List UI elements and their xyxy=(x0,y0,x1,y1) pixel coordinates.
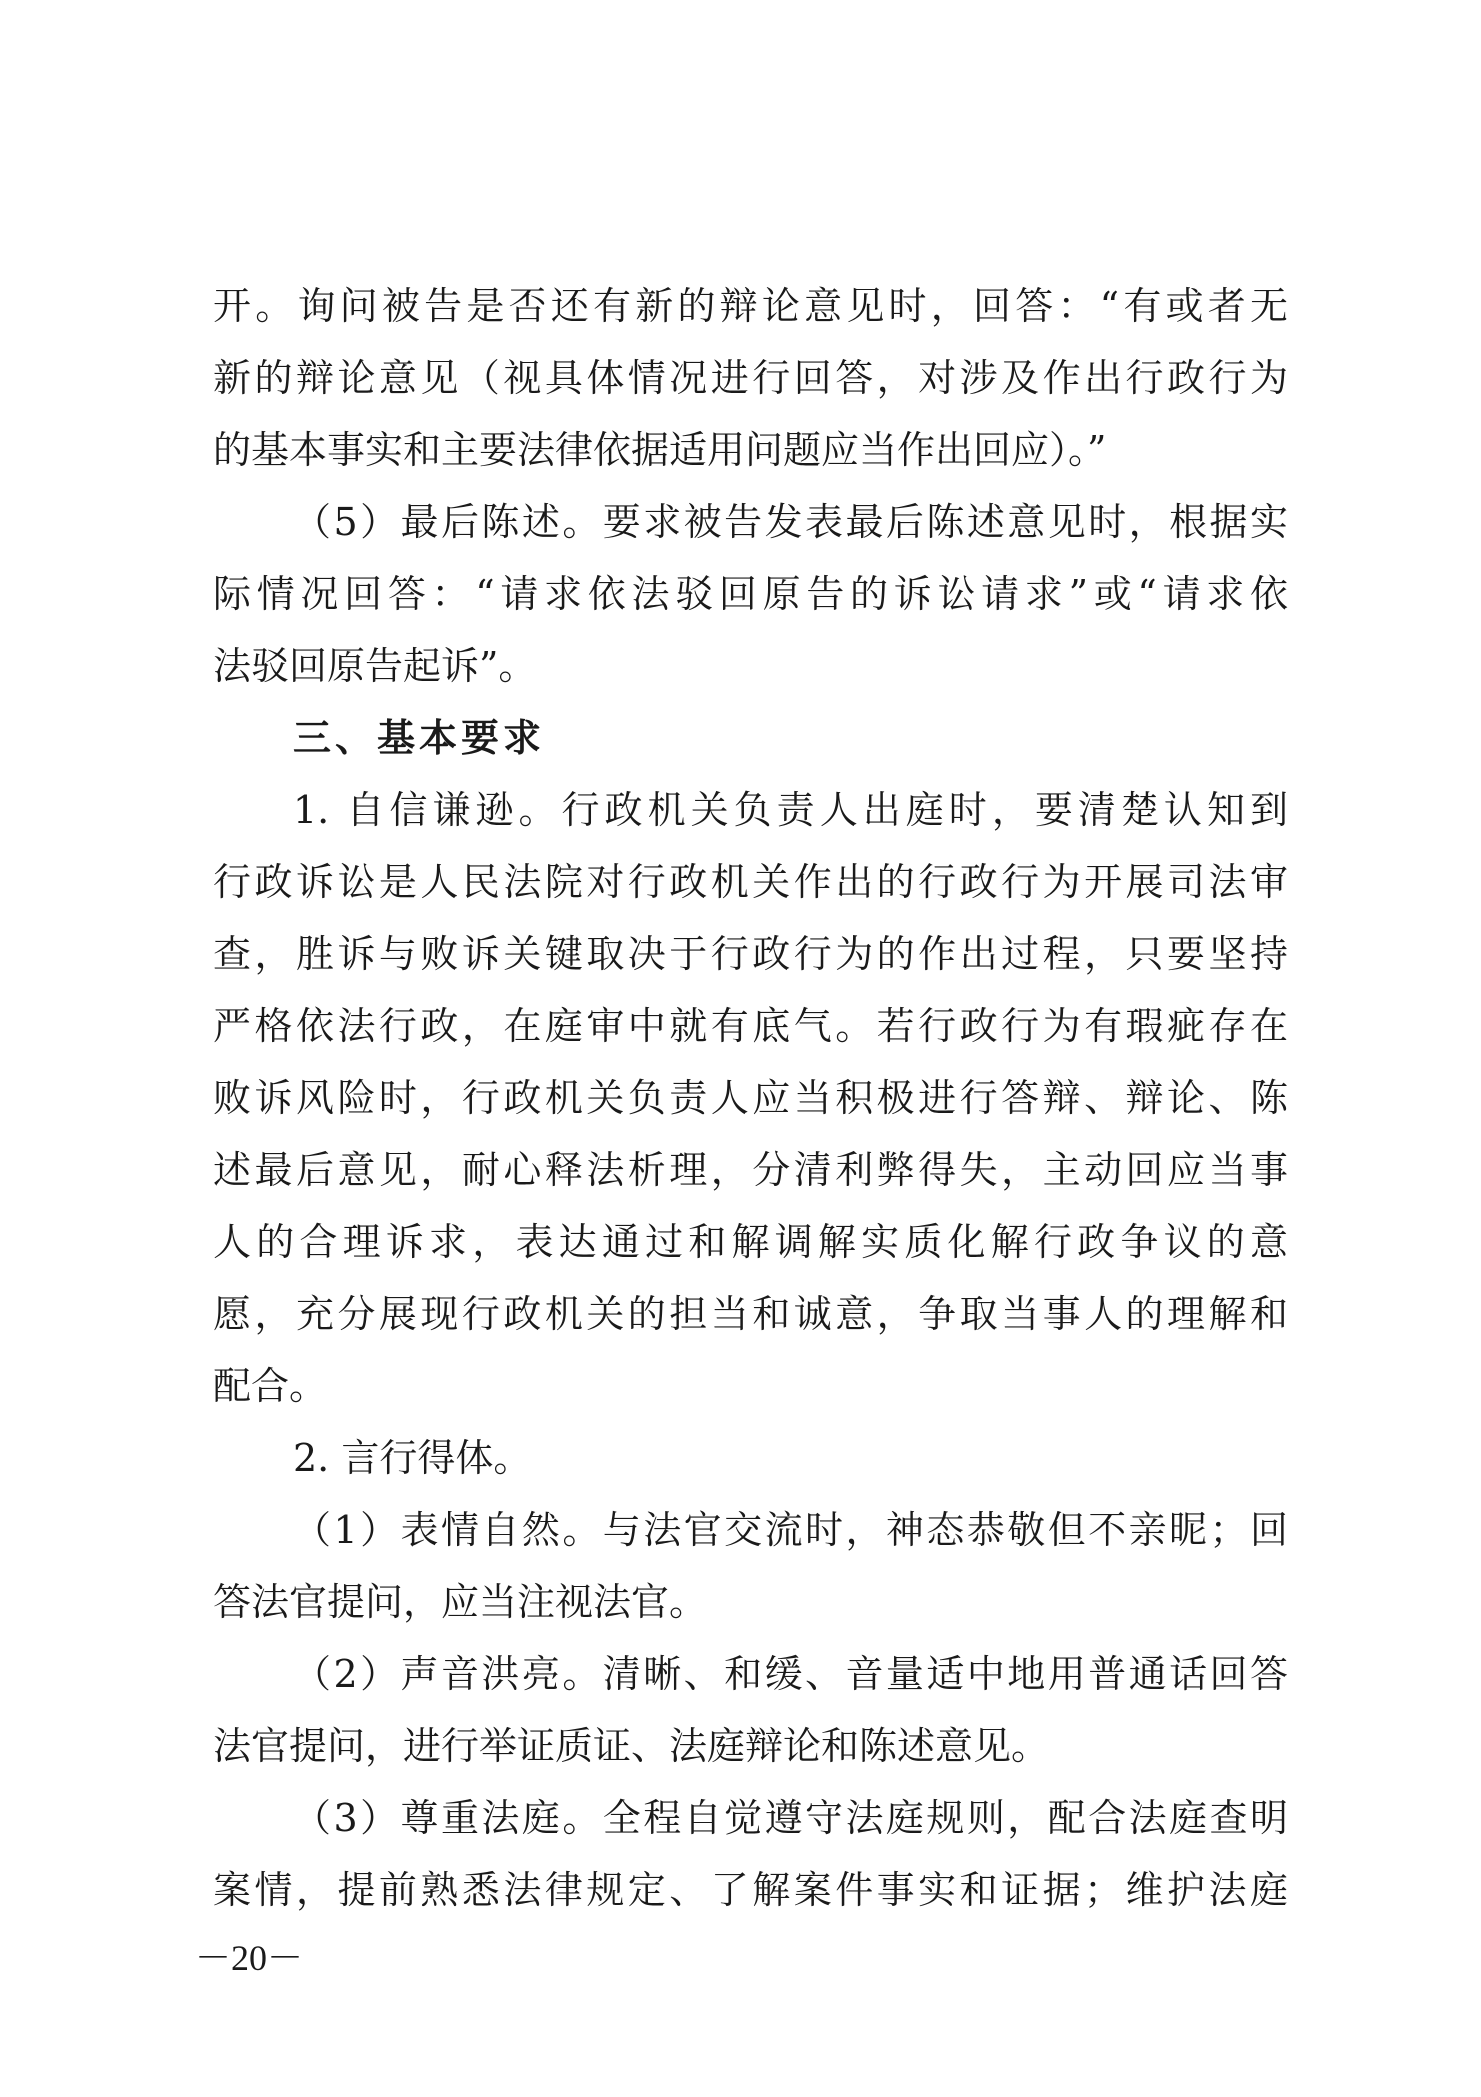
text-line: 际情况回答：“请求依法驳回原告的诉讼请求”或“请求依 xyxy=(213,572,1288,616)
text-line: 开。询问被告是否还有新的辩论意见时，回答：“有或者无 xyxy=(213,284,1288,328)
text-line: 愿，充分展现行政机关的担当和诚意，争取当事人的理解和 xyxy=(213,1292,1288,1336)
text-line: 行政诉讼是人民法院对行政机关作出的行政行为开展司法审 xyxy=(213,860,1288,904)
text-line: 答法官提问，应当注视法官。 xyxy=(213,1580,708,1624)
text-line: （3）尊重法庭。全程自觉遵守法庭规则，配合法庭查明 xyxy=(293,1796,1288,1840)
text-line: 法驳回原告起诉”。 xyxy=(213,644,537,688)
text-line: 新的辩论意见（视具体情况进行回答，对涉及作出行政行为 xyxy=(213,356,1288,400)
text-line: 查，胜诉与败诉关键取决于行政行为的作出过程，只要坚持 xyxy=(213,932,1288,976)
text-line: （1）表情自然。与法官交流时，神态恭敬但不亲昵；回 xyxy=(293,1508,1288,1552)
text-line: （5）最后陈述。要求被告发表最后陈述意见时，根据实 xyxy=(293,500,1288,544)
text-line: 述最后意见，耐心释法析理，分清利弊得失，主动回应当事 xyxy=(213,1148,1288,1192)
text-line: 法官提问，进行举证质证、法庭辩论和陈述意见。 xyxy=(213,1724,1050,1768)
page-number: －20－ xyxy=(195,1938,304,1978)
text-line: （2）声音洪亮。清晰、和缓、音量适中地用普通话回答 xyxy=(293,1652,1288,1696)
text-line: 败诉风险时，行政机关负责人应当积极进行答辩、辩论、陈 xyxy=(213,1076,1288,1120)
text-line: 1. 自信谦逊。行政机关负责人出庭时，要清楚认知到 xyxy=(293,788,1288,832)
body-text xyxy=(213,270,1288,1926)
text-line: 配合。 xyxy=(213,1364,328,1408)
text-line: 2. 言行得体。 xyxy=(293,1436,532,1480)
section-heading: 三、基本要求 xyxy=(293,716,546,760)
text-line: 案情，提前熟悉法律规定、了解案件事实和证据；维护法庭 xyxy=(213,1868,1288,1912)
text-line: 严格依法行政，在庭审中就有底气。若行政行为有瑕疵存在 xyxy=(213,1004,1288,1048)
text-line: 人的合理诉求，表达通过和解调解实质化解行政争议的意 xyxy=(213,1220,1288,1264)
text-line: 的基本事实和主要法律依据适用问题应当作出回应）。” xyxy=(213,428,1107,472)
